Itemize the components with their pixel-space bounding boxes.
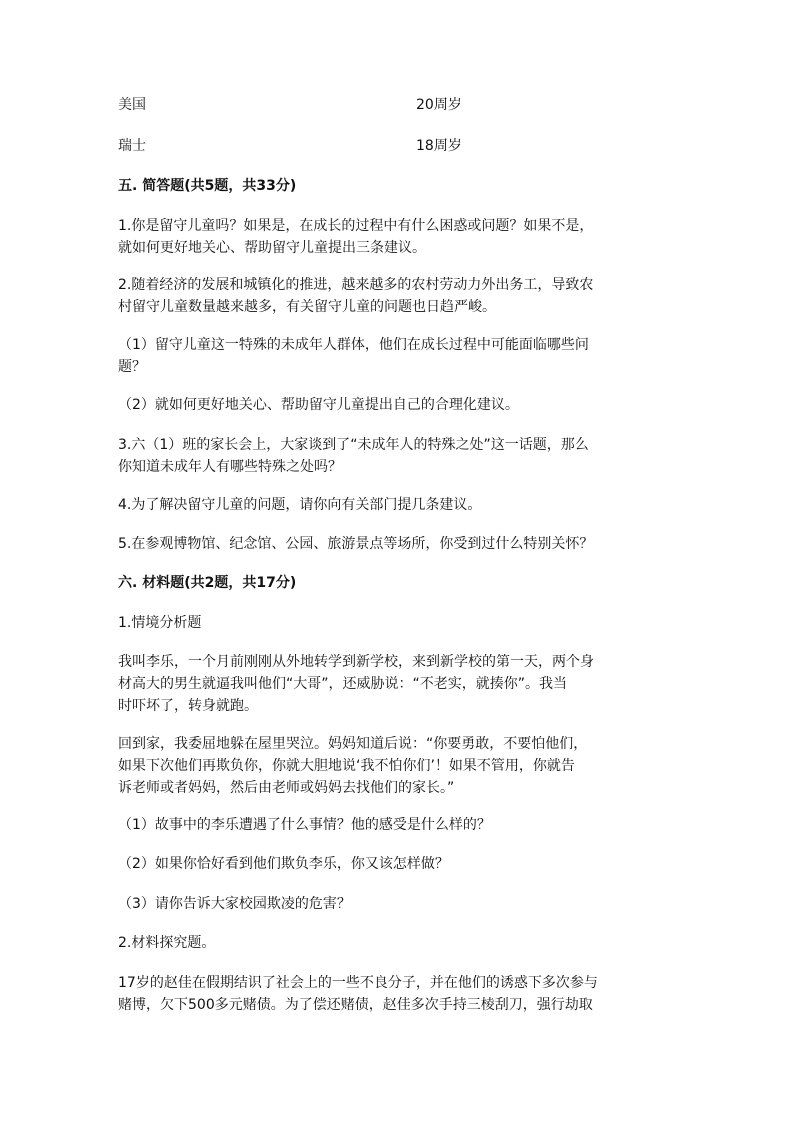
country-cell: 瑞士 xyxy=(118,138,146,154)
text-line: 题？ xyxy=(118,359,146,375)
text-line: （3）请你告诉大家校园欺凌的危害？ xyxy=(118,896,351,912)
text-line: 17岁的赵佳在假期结识了社会上的一些不良分子，并在他们的诱惑下多次参与 xyxy=(118,975,598,991)
material-1-question-1 xyxy=(118,814,678,836)
material-1-question-3 xyxy=(118,893,678,915)
section-heading: 六. 材料题(共2题，共17分) xyxy=(118,575,297,591)
age-cell: 18周岁 xyxy=(416,138,462,154)
text-line: （2）就如何更好地关心、帮助留守儿童提出自己的合理化建议。 xyxy=(118,397,519,413)
text-line: 就如何更好地关心、帮助留守儿童提出三条建议。 xyxy=(118,240,426,256)
table-row xyxy=(118,135,678,157)
text-line: 1.你是留守儿童吗？如果是，在成长的过程中有什么困惑或问题？如果不是， xyxy=(118,218,594,234)
text-line: 赌博，欠下500多元赌债。为了偿还赌债，赵佳多次手持三棱刮刀，强行劫取 xyxy=(118,997,593,1013)
text-line: （1）故事中的李乐遭遇了什么事情？他的感受是什么样的？ xyxy=(118,817,491,833)
question-4 xyxy=(118,494,678,516)
text-line: 回到家，我委屈地躲在屋里哭泣。妈妈知道后说：“你要勇敢，不要怕他们， xyxy=(118,736,588,752)
text-line: 如果下次他们再欺负你，你就大胆地说‘我不怕你们’！如果不管用，你就告 xyxy=(118,758,575,774)
text-line: （1）留守儿童这一特殊的未成年人群体，他们在成长过程中可能面临哪些问 xyxy=(118,337,589,353)
question-1 xyxy=(118,215,678,259)
text-line: 时吓坏了，转身就跑。 xyxy=(118,698,258,714)
age-cell: 20周岁 xyxy=(416,97,462,113)
material-2-title xyxy=(118,932,678,954)
text-line: 我叫李乐，一个月前刚刚从外地转学到新学校，来到新学校的第一天，两个身 xyxy=(118,654,594,670)
text-line: 你知道未成年人有哪些特殊之处吗？ xyxy=(118,459,342,475)
question-5 xyxy=(118,533,678,555)
text-line: 2.材料探究题。 xyxy=(118,935,216,951)
country-cell: 美国 xyxy=(118,97,146,113)
text-line: 村留守儿童数量越来越多，有关留守儿童的问题也日趋严峻。 xyxy=(118,299,496,315)
material-1-title xyxy=(118,612,678,634)
text-line: 2.随着经济的发展和城镇化的推进，越来越多的农村劳动力外出务工，导致农 xyxy=(118,277,594,293)
text-line: 1.情境分析题 xyxy=(118,615,202,631)
material-1-paragraph-1 xyxy=(118,651,678,717)
text-line: 5.在参观博物馆、纪念馆、公园、旅游景点等场所，你受到过什么特别关怀？ xyxy=(118,536,594,552)
text-line: 3.六（1）班的家长会上，大家谈到了“未成年人的特殊之处”这一话题，那么 xyxy=(118,437,589,453)
material-2-paragraph-1 xyxy=(118,972,678,1016)
section-heading: 五. 简答题(共5题，共33分) xyxy=(118,178,297,194)
material-1-paragraph-2 xyxy=(118,733,678,799)
text-line: （2）如果你恰好看到他们欺负李乐，你又该怎样做？ xyxy=(118,856,449,872)
material-1-question-2 xyxy=(118,853,678,875)
table-row xyxy=(118,94,678,116)
text-line: 诉老师或者妈妈，然后由老师或妈妈去找他们的家长。” xyxy=(118,780,455,796)
question-2 xyxy=(118,274,678,318)
question-3 xyxy=(118,434,678,478)
text-line: 材高大的男生就逼我叫他们“大哥”，还威胁说：“不老实，就揍你”。我当 xyxy=(118,676,568,692)
question-2-sub-2 xyxy=(118,394,678,416)
text-line: 4.为了解决留守儿童的问题，请你向有关部门提几条建议。 xyxy=(118,497,482,513)
question-2-sub-1 xyxy=(118,334,678,378)
